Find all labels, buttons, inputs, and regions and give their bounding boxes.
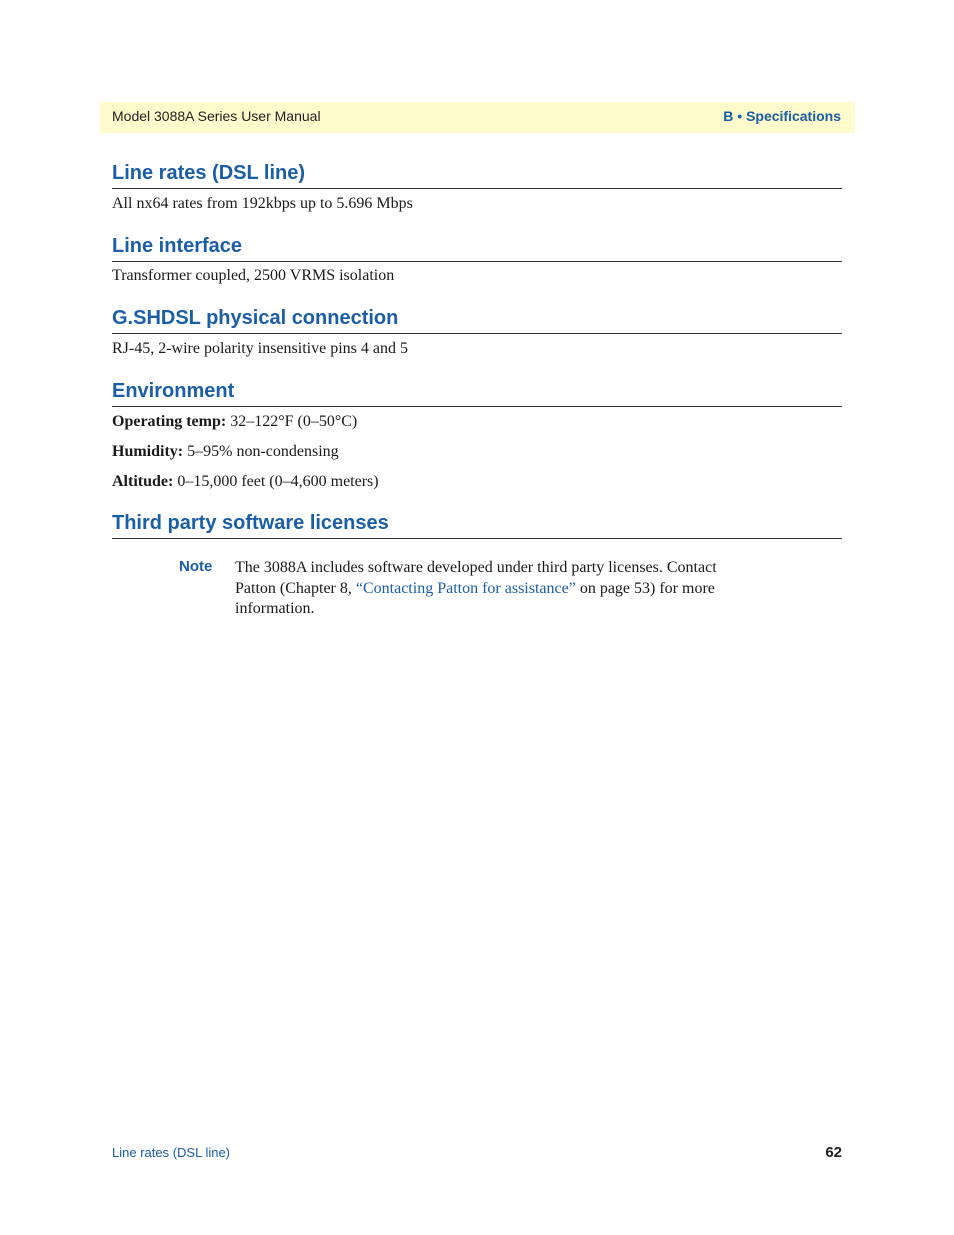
page-number: 62 xyxy=(825,1144,842,1161)
note-text-start: The 3088A includes software developed under third party licenses. Contact Patton (Chapter 8, xyxy=(235,559,717,597)
heading-line-interface: Line interface xyxy=(112,234,842,262)
note-text-end: on page 53) for more information. xyxy=(235,579,715,617)
section-third-party xyxy=(112,511,842,539)
heading-line-rates: Line rates (DSL line) xyxy=(112,161,842,189)
heading-environment: Environment xyxy=(112,379,842,407)
env-label: Operating temp: xyxy=(112,413,227,430)
heading-gshdsl: G.SHDSL physical connection xyxy=(112,306,842,334)
manual-title: Model 3088A Series User Manual xyxy=(112,108,321,124)
env-value: 32–122°F (0–50°C) xyxy=(226,413,358,430)
env-label: Humidity: xyxy=(112,443,184,460)
env-humidity xyxy=(112,442,339,462)
running-header xyxy=(100,102,855,133)
env-value: 0–15,000 feet (0–4,600 meters) xyxy=(173,473,379,490)
note-label: Note xyxy=(179,558,213,575)
env-label: Altitude: xyxy=(112,473,174,490)
section-line-interface xyxy=(112,234,842,286)
contacting-patton-link[interactable]: “Contacting Patton for assistance” xyxy=(355,579,576,597)
heading-third-party: Third party software licenses xyxy=(112,511,842,539)
footer-section-link[interactable]: Line rates (DSL line) xyxy=(112,1145,231,1160)
line-interface-text: Transformer coupled, 2500 VRMS isolation xyxy=(112,267,395,284)
section-line-rates xyxy=(112,161,842,214)
gshdsl-text: RJ-45, 2-wire polarity insensitive pins 4 and 5 xyxy=(112,340,408,357)
env-value: 5–95% non-condensing xyxy=(183,443,339,460)
note-text xyxy=(235,558,755,620)
line-rates-text: All nx64 rates from 192kbps up to 5.696 Mbps xyxy=(112,195,413,212)
env-altitude xyxy=(112,472,379,492)
env-operating-temp xyxy=(112,412,357,432)
section-gshdsl xyxy=(112,306,842,359)
section-environment xyxy=(112,379,842,407)
chapter-title: B • Specifications xyxy=(723,108,841,124)
